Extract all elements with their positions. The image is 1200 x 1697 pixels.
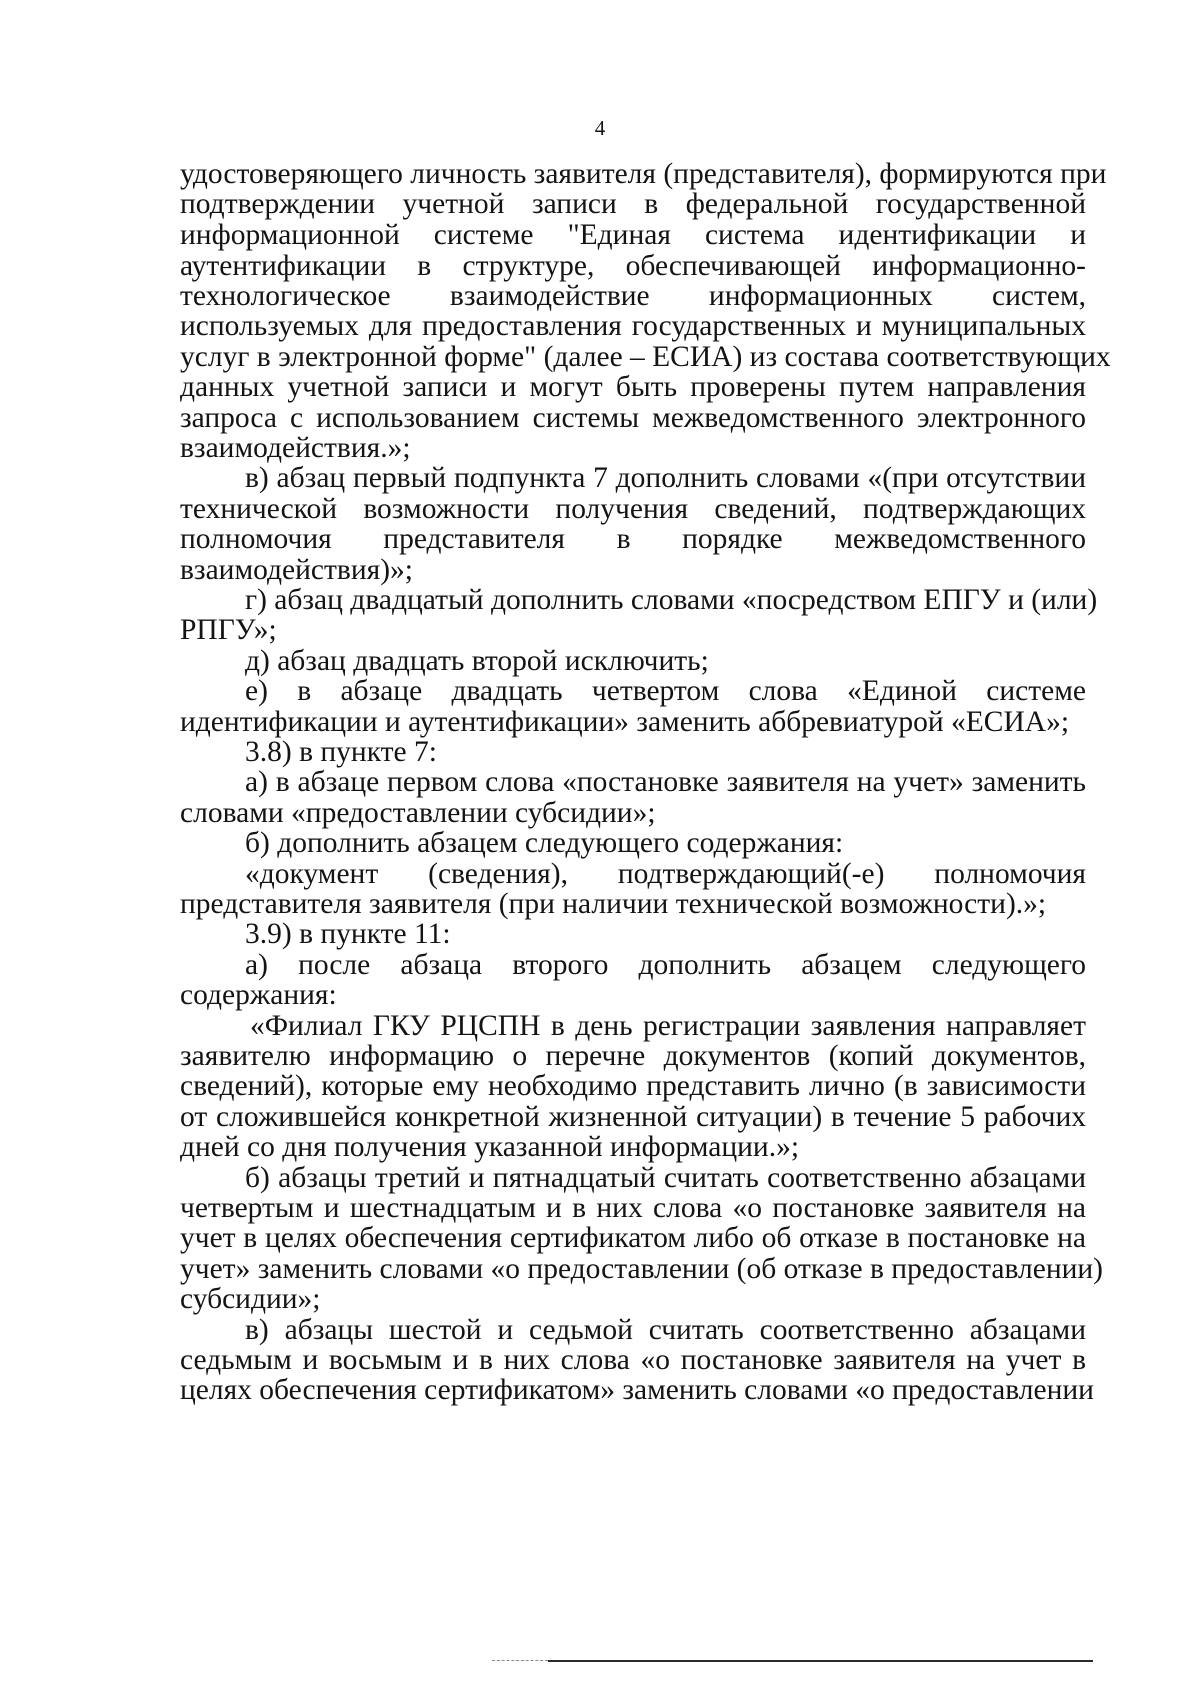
text-line: учет в целях обеспечения сертификатом либо об отказе в постановке на xyxy=(180,1222,1086,1254)
page-number: 4 xyxy=(594,116,606,140)
text-line: РПГУ»; xyxy=(180,614,277,646)
text-line: четвертым и шестнадцатым и в них слова «о постановке заявителя на xyxy=(180,1192,1086,1224)
text-line: дней со дня получения указанной информации.»; xyxy=(180,1131,800,1163)
text-line: от сложившейся конкретной жизненной ситуации) в течение 5 рабочих xyxy=(180,1101,1086,1133)
text-line: представителя заявителя (при наличии технической возможности).»; xyxy=(180,888,1047,920)
text-line: целях обеспечения сертификатом» заменить словами «о предоставлении xyxy=(180,1374,1094,1406)
text-line: в) абзацы шестой и седьмой считать соответственно абзацами xyxy=(245,1314,1086,1346)
text-line: идентификации и аутентификации» заменить аббревиатурой «ЕСИА»; xyxy=(180,706,1070,738)
text-line: а) после абзаца второго дополнить абзацем следующего xyxy=(245,949,1086,981)
text-line: данных учетной записи и могут быть проверены путем направления xyxy=(180,371,1086,403)
text-line: заявителю информацию о перечне документов (копий документов, xyxy=(180,1040,1086,1072)
text-line: «документ (сведения), подтверждающий(-е) полномочия xyxy=(245,858,1086,890)
text-line: «Филиал ГКУ РЦСПН в день регистрации заявления направляет xyxy=(250,1010,1086,1042)
footer-rule xyxy=(548,1660,1093,1662)
text-line: г) абзац двадцатый дополнить словами «посредством ЕПГУ и (или) xyxy=(245,584,1098,616)
text-line: словами «предоставлении субсидии»; xyxy=(180,797,656,829)
text-line: технической возможности получения сведений, подтверждающих xyxy=(180,493,1086,525)
footer-rule-faint xyxy=(492,1660,548,1661)
text-line: полномочия представителя в порядке межведомственного xyxy=(180,523,1086,555)
text-line: учет» заменить словами «о предоставлении (об отказе в предоставлении) xyxy=(180,1253,1103,1285)
text-line: б) абзацы третий и пятнадцатый считать соответственно абзацами xyxy=(245,1162,1086,1194)
text-line: в) абзац первый подпункта 7 дополнить словами «(при отсутствии xyxy=(245,462,1086,494)
text-line: субсидии»; xyxy=(180,1283,321,1315)
text-line: аутентификации в структуре, обеспечивающей информационно- xyxy=(180,250,1086,282)
text-line: подтверждении учетной записи в федеральной государственной xyxy=(180,188,1086,220)
text-line: б) дополнить абзацем следующего содержания: xyxy=(245,827,844,859)
text-line: взаимодействия)»; xyxy=(180,554,413,586)
text-line: запроса с использованием системы межведомственного электронного xyxy=(180,402,1086,434)
text-line: взаимодействия.»; xyxy=(180,432,411,464)
text-line: д) абзац двадцать второй исключить; xyxy=(245,645,709,677)
text-line: е) в абзаце двадцать четвертом слова «Единой системе xyxy=(245,675,1086,707)
text-line: услуг в электронной форме" (далее – ЕСИА) из состава соответствующих xyxy=(180,341,1111,373)
text-line: содержания: xyxy=(180,979,337,1011)
text-line: седьмым и восьмым и в них слова «о постановке заявителя на учет в xyxy=(180,1344,1086,1376)
text-line: используемых для предоставления государственных и муниципальных xyxy=(180,310,1086,342)
text-line: удостоверяющего личность заявителя (представителя), формируются при xyxy=(180,158,1107,190)
text-line: технологическое взаимодействие информационных систем, xyxy=(180,280,1086,312)
text-line: а) в абзаце первом слова «постановке заявителя на учет» заменить xyxy=(245,766,1086,798)
text-line: 3.9) в пункте 11: xyxy=(245,918,451,950)
text-line: 3.8) в пункте 7: xyxy=(245,736,437,768)
text-line: сведений), которые ему необходимо представить лично (в зависимости xyxy=(180,1070,1086,1102)
text-line: информационной системе "Единая система идентификации и xyxy=(180,219,1086,251)
